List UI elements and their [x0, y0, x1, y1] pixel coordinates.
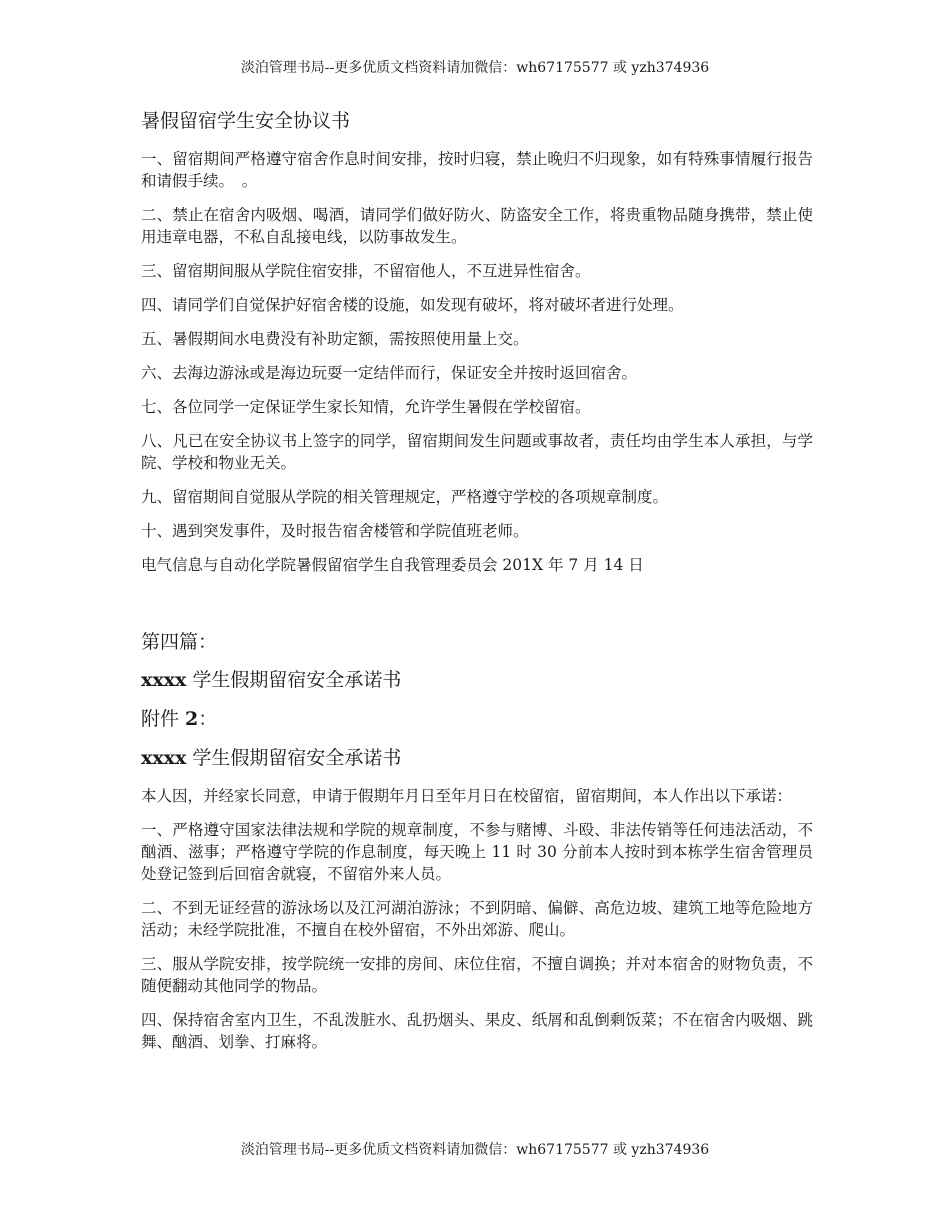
agreement-item: 五、暑假期间水电费没有补助定额，需按照使用量上交。 [141, 329, 529, 348]
pledge-title-2 [141, 746, 813, 771]
attachment-label [141, 707, 813, 732]
pledge-item: 四、保持宿舍室内卫生，不乱泼脏水、乱扔烟头、果皮、纸屑和乱倒剩饭菜；不在宿舍内吸烟、跳舞、酗酒、划拳、打麻将。 [141, 1010, 813, 1051]
agreement-signature: 电气信息与自动化学院暑假留宿学生自我管理委员会 201X 年 7 月 14 日 [141, 555, 644, 574]
agreement-item: 三、留宿期间服从学院住宿安排，不留宿他人，不互进异性宿舍。 [141, 261, 591, 280]
attachment-suffix: ： [198, 708, 218, 731]
section-spacer [141, 588, 813, 630]
agreement-item: 十、遇到突发事件，及时报告宿舍楼管和学院值班老师。 [141, 521, 529, 540]
section-heading: 第四篇： [141, 630, 218, 653]
agreement-item: 四、请同学们自觉保护好宿舍楼的设施，如发现有破坏，将对破坏者进行处理。 [141, 295, 684, 314]
document-body [141, 110, 813, 1065]
pledge-title [141, 668, 813, 693]
pledge-item: 二、不到无证经营的游泳场以及江河湖泊游泳；不到阴暗、偏僻、高危边坡、建筑工地等危险地方活动；未经学院批准，不擅自在校外留宿，不外出郊游、爬山。 [141, 898, 813, 939]
pledge-intro: 本人因，并经家长同意，申请于假期年月日至年月日在校留宿，留宿期间，本人作出以下承诺： [141, 786, 793, 805]
pledge-item: 一、严格遵守国家法律法规和学院的规章制度，不参与赌博、斗殴、非法传销等任何违法活动，不酗酒、滋事；严格遵守学院的作息制度，每天晚上 11 时 30 分前本人按时到本栋学生宿舍管理员处登记签到后回宿舍就寝，不留宿外来人员。 [141, 820, 813, 883]
pledge-item: 三、服从学院安排，按学院统一安排的房间、床位住宿，不擅自调换；并对本宿舍的财物负责，不随便翻动其他同学的物品。 [141, 954, 813, 995]
pledge-title-prefix: xxxx [141, 669, 187, 692]
attachment-number: 2 [185, 708, 199, 731]
pledge-title-text: 学生假期留宿安全承诺书 [186, 669, 402, 692]
agreement-item: 八、凡已在安全协议书上签字的同学，留宿期间发生问题或事故者，责任均由学生本人承担，与学院、学校和物业无关。 [141, 431, 813, 472]
page-header: 淡泊管理书局--更多优质文档资料请加微信：wh67175577 或 yzh374936 [240, 60, 710, 76]
agreement-item: 七、各位同学一定保证学生家长知情，允许学生暑假在学校留宿。 [141, 397, 591, 416]
agreement-item: 二、禁止在宿舍内吸烟、喝酒，请同学们做好防火、防盗安全工作，将贵重物品随身携带，禁止使用违章电器，不私自乱接电线，以防事故发生。 [141, 205, 813, 246]
attachment-label-text: 附件 [141, 708, 186, 731]
agreement-item: 六、去海边游泳或是海边玩耍一定结伴而行，保证安全并按时返回宿舍。 [141, 363, 638, 382]
pledge-title-2-text: 学生假期留宿安全承诺书 [186, 746, 402, 769]
agreement-item: 九、留宿期间自觉服从学院的相关管理规定，严格遵守学校的各项规章制度。 [141, 487, 669, 506]
pledge-title-2-prefix: xxxx [141, 746, 187, 769]
page-footer: 淡泊管理书局--更多优质文档资料请加微信：wh67175577 或 yzh374936 [240, 1142, 710, 1158]
agreement-item: 一、留宿期间严格遵守宿舍作息时间安排，按时归寝，禁止晚归不归现象，如有特殊事情履行报告和请假手续。 。 [141, 149, 813, 190]
agreement-title: 暑假留宿学生安全协议书 [141, 110, 351, 132]
